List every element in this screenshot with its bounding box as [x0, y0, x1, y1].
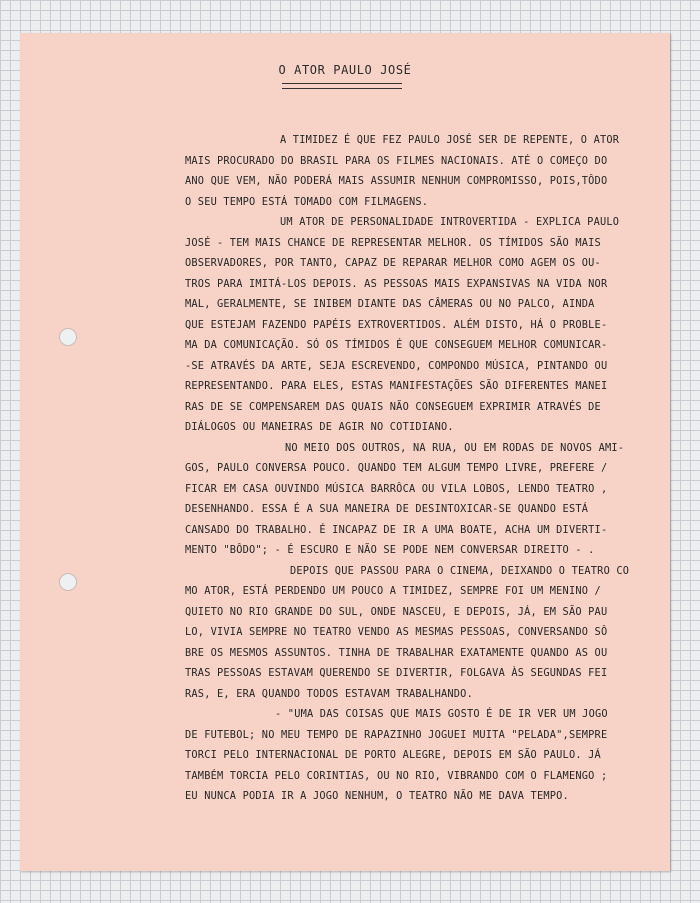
text-line: REPRESENTANDO. PARA ELES, ESTAS MANIFESTAÇÕES SÃO DIFERENTES MANEI [185, 380, 608, 392]
page-title: O ATOR PAULO JOSÉ [278, 63, 412, 77]
text-line: MAIS PROCURADO DO BRASIL PARA OS FILMES NACIONAIS. ATÉ O COMEÇO DO [185, 154, 608, 167]
text-line: RAS DE SE COMPENSAREM DAS QUAIS NÃO CONSEGUEM EXPRIMIR ATRAVÉS DE [185, 400, 601, 413]
text-line: LO, VIVIA SEMPRE NO TEATRO VENDO AS MESMAS PESSOAS, CONVERSANDO SÔ [185, 626, 608, 638]
text-line: MAL, GERALMENTE, SE INIBEM DIANTE DAS CÂMERAS OU NO PALCO, AINDA [185, 298, 595, 310]
document-body [185, 130, 655, 807]
text-line: A TIMIDEZ É QUE FEZ PAULO JOSÉ SER DE REPENTE, O ATOR [280, 134, 620, 146]
text-line: -SE ATRAVÉS DA ARTE, SEJA ESCREVENDO, COMPONDO MÚSICA, PINTANDO OU [185, 359, 608, 372]
text-line: ANO QUE VEM, NÃO PODERÁ MAIS ASSUMIR NENHUM COMPROMISSO, POIS,TÔDO [185, 175, 608, 187]
text-line: UM ATOR DE PERSONALIDADE INTROVERTIDA - EXPLICA PAULO [280, 216, 620, 228]
text-line: MA DA COMUNICAÇÃO. SÓ OS TÍMIDOS É QUE CONSEGUEM MELHOR COMUNICAR- [185, 339, 608, 351]
text-line: DIÁLOGOS OU MANEIRAS DE AGIR NO COTIDIANO. [185, 421, 454, 433]
text-line: - "UMA DAS COISAS QUE MAIS GOSTO É DE IR VER UM JOGO [275, 708, 608, 720]
text-line: MO ATOR, ESTÁ PERDENDO UM POUCO A TIMIDEZ, SEMPRE FOI UM MENINO / [185, 585, 601, 597]
text-line: FICAR EM CASA OUVINDO MÚSICA BARRÔCA OU VILA LOBOS, LENDO TEATRO , [185, 482, 608, 495]
text-line: TAMBÉM TORCIA PELO CORINTIAS, OU NO RIO, VIBRANDO COM O FLAMENGO ; [185, 769, 608, 782]
text-line: MENTO "BÔDO"; - É ESCURO E NÃO SE PODE NEM CONVERSAR DIREITO - . [185, 544, 595, 556]
punch-hole-bottom [59, 573, 77, 591]
text-line: DE FUTEBOL; NO MEU TEMPO DE RAPAZINHO JOGUEI MUITA "PELADA",SEMPRE [185, 728, 608, 741]
punch-hole-top [59, 328, 77, 346]
text-line: BRE OS MESMOS ASSUNTOS. TINHA DE TRABALHAR EXATAMENTE QUANDO AS OU [185, 646, 608, 659]
text-line: DEPOIS QUE PASSOU PARA O CINEMA, DEIXANDO O TEATRO CO [290, 564, 630, 577]
text-line: RAS, E, ERA QUANDO TODOS ESTAVAM TRABALHANDO. [185, 687, 473, 700]
title-double-underline [282, 83, 402, 89]
text-line: CANSADO DO TRABALHO. É INCAPAZ DE IR A UMA BOATE, ACHA UM DIVERTI- [185, 523, 608, 536]
text-line: TRAS PESSOAS ESTAVAM QUERENDO SE DIVERTIR, FOLGAVA ÀS SEGUNDAS FEI [185, 667, 608, 679]
text-line: EU NUNCA PODIA IR A JOGO NENHUM, O TEATRO NÃO ME DAVA TEMPO. [185, 790, 569, 802]
typed-page [20, 33, 670, 871]
text-line: QUIETO NO RIO GRANDE DO SUL, ONDE NASCEU, E DEPOIS, JÁ, EM SÃO PAU [185, 605, 608, 618]
text-line: TROS PARA IMITÁ-LOS DEPOIS. AS PESSOAS MAIS EXPANSIVAS NA VIDA NOR [185, 277, 608, 290]
text-line: OBSERVADORES, POR TANTO, CAPAZ DE REPARAR MELHOR COMO AGEM OS OU- [185, 257, 601, 269]
text-line: O SEU TEMPO ESTÁ TOMADO COM FILMAGENS. [185, 195, 429, 208]
text-line: NO MEIO DOS OUTROS, NA RUA, OU EM RODAS DE NOVOS AMI- [285, 441, 625, 454]
text-line: QUE ESTEJAM FAZENDO PAPÉIS EXTROVERTIDOS. ALÉM DISTO, HÁ O PROBLE- [185, 318, 608, 331]
text-line: JOSÉ - TEM MAIS CHANCE DE REPRESENTAR MELHOR. OS TÍMIDOS SÃO MAIS [185, 236, 601, 249]
text-line: GOS, PAULO CONVERSA POUCO. QUANDO TEM ALGUM TEMPO LIVRE, PREFERE / [185, 462, 608, 474]
text-line: DESENHANDO. ESSA É A SUA MANEIRA DE DESINTOXICAR-SE QUANDO ESTÁ [185, 503, 589, 515]
text-line: TORCI PELO INTERNACIONAL DE PORTO ALEGRE, DEPOIS EM SÃO PAULO. JÁ [185, 749, 601, 761]
